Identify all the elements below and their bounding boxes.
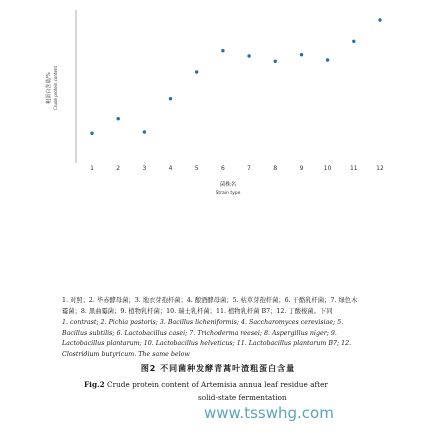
figure-title-chinese: 图2 不同菌种发酵青蒿叶渣粗蛋白含量: [140, 364, 296, 373]
figure-title-english-line2: solid-state fermentation: [198, 393, 287, 402]
data-point-8: [274, 60, 277, 63]
data-point-10: [326, 58, 329, 61]
watermark: www.tsswhg.com: [204, 404, 334, 422]
data-point-7: [247, 54, 250, 57]
data-point-3: [143, 130, 146, 133]
data-point-9: [300, 53, 303, 56]
x-axis-title: 菌株名: [219, 182, 237, 188]
x-tick-label-12: 12: [376, 165, 384, 172]
data-points: [90, 18, 381, 135]
data-point-11: [352, 40, 355, 43]
x-tick-label-10: 10: [323, 165, 332, 172]
x-tick-label-9: 9: [299, 165, 304, 172]
x-tick-label-3: 3: [142, 165, 147, 172]
data-point-12: [378, 18, 381, 21]
figure-title-english-text: Crude protein content of Artemisia annua leaf residue after: [107, 380, 328, 389]
data-point-5: [195, 70, 198, 73]
x-tick-labels: [90, 165, 384, 172]
figure-title-english: [84, 380, 328, 389]
x-tick-label-11: 11: [349, 165, 358, 172]
caption-chinese: 1. 对照；2. 毕赤酵母菌；3. 地衣芽孢杆菌；4. 酿酒酵母菌；5. 枯草芽孢杆菌；6. 干酪乳杆菌；7. 绿色木霉菌；8. 黑曲霉菌；9. 植物乳杆菌；10. 瑞士乳杆菌；11. 植物乳杆菌 B7；12. 丁酸梭菌。下同: [62, 297, 358, 315]
caption-english: 1. contrast; 2. Pichia pastoris; 3. Bacillus licheniformis; 4. Saccharomyces cerevisiae; 5. Bacillus subtilis; 6. Lactobacillus casei; 7. Trichoderma reesei; 8. Aspergillus niger; 9. Lactobacillus plantarum; 10. Lactobacillus helveticus; 11. Lactobacillus plantarum B7; 12. Clostridium butyricum. The same below: [62, 319, 352, 358]
figure-label: Fig.2: [84, 380, 105, 389]
x-tick-label-8: 8: [273, 165, 278, 172]
data-point-2: [117, 117, 120, 120]
x-tick-label-7: 7: [247, 165, 252, 172]
data-point-6: [221, 49, 224, 52]
data-point-1: [90, 132, 93, 135]
x-tick-label-2: 2: [116, 165, 121, 172]
x-tick-label-1: 1: [90, 165, 94, 172]
y-axis-subtitle: Crude protein content: [53, 65, 58, 111]
x-tick-label-4: 4: [168, 165, 173, 172]
data-point-4: [169, 97, 172, 100]
x-tick-label-5: 5: [194, 165, 199, 172]
x-axis-subtitle: Strain type: [215, 191, 241, 196]
x-tick-label-6: 6: [220, 165, 225, 172]
y-axis-title: 粗蛋白含量/%: [46, 72, 52, 104]
